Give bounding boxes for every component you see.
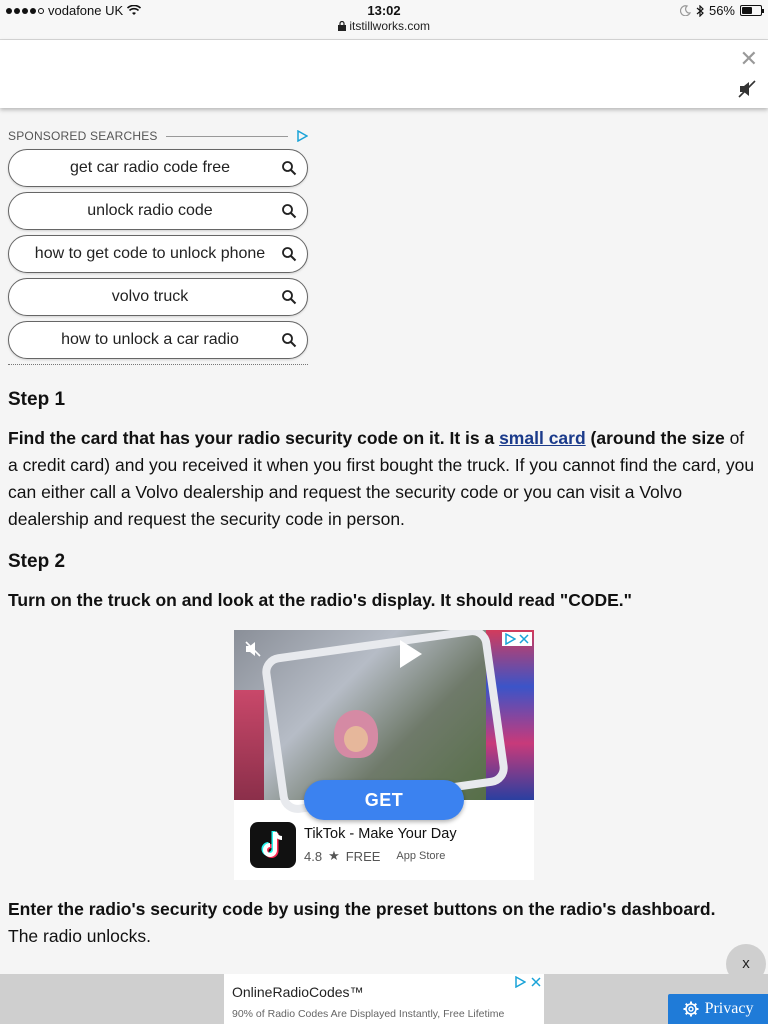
- adchoices-icon[interactable]: [514, 976, 526, 988]
- close-icon[interactable]: [518, 633, 530, 645]
- sponsored-search-item[interactable]: [8, 321, 308, 359]
- get-button[interactable]: GET: [304, 780, 464, 820]
- app-rating: 4.8: [304, 848, 323, 864]
- url-bar[interactable]: [0, 19, 768, 33]
- search-icon: [281, 289, 297, 305]
- search-icon: [281, 203, 297, 219]
- clock: 13:02: [367, 3, 401, 18]
- video-ad[interactable]: [234, 630, 534, 880]
- sponsored-search-item[interactable]: [8, 278, 308, 316]
- adchoices-icon[interactable]: [296, 130, 308, 142]
- sponsored-search-item[interactable]: [8, 192, 308, 230]
- step-1-section: [8, 386, 756, 533]
- gear-icon: [683, 1001, 699, 1017]
- sponsored-header: [8, 128, 308, 144]
- app-price: FREE: [345, 848, 381, 864]
- divider: [166, 136, 288, 137]
- small-card-link[interactable]: small card: [499, 428, 586, 448]
- step-2-section: [8, 548, 756, 614]
- battery-icon: [740, 5, 762, 16]
- step-3-bold: Enter the radio's security code by using the preset buttons on the radio's dashboard.: [8, 899, 716, 919]
- status-center: [0, 3, 768, 33]
- ad-badge[interactable]: [502, 632, 532, 646]
- step-1-title: Step 1: [8, 389, 66, 410]
- app-meta: [304, 848, 445, 864]
- battery-level: [742, 7, 752, 14]
- sponsored-search-label: unlock radio code: [87, 202, 213, 219]
- bottom-ad-title[interactable]: OnlineRadioCodes™: [232, 984, 364, 1000]
- adchoices-icon[interactable]: [504, 633, 516, 645]
- sponsored-heading: SPONSORED SEARCHES: [8, 129, 158, 143]
- sponsored-search-item[interactable]: [8, 235, 308, 273]
- step-3-rest: The radio unlocks.: [8, 926, 151, 946]
- search-icon: [281, 332, 297, 348]
- search-icon: [281, 246, 297, 262]
- video-person-face: [344, 726, 368, 752]
- bottom-ad[interactable]: [224, 974, 544, 1024]
- close-icon[interactable]: ✕: [739, 46, 758, 71]
- app-store-label: App Store: [396, 850, 446, 862]
- sponsored-search-label: how to unlock a car radio: [61, 331, 239, 348]
- step-1-bold-a: Find the card that has your radio security code on it. It is a: [8, 428, 500, 448]
- ad-badge[interactable]: [514, 976, 542, 988]
- step-2-title: Step 2: [8, 551, 66, 572]
- status-bar: [0, 0, 768, 40]
- privacy-label: Privacy: [704, 1000, 754, 1017]
- top-ad-banner[interactable]: [0, 40, 768, 108]
- app-name[interactable]: TikTok - Make Your Day: [304, 826, 457, 842]
- sponsored-searches: [8, 128, 308, 365]
- step-1-text: [8, 425, 756, 533]
- step-1-rest: of a credit card) and you received it when you first bought the truck. If you cannot find the card, you can either call a Volvo dealership and request the security code or you can visit a Volvo dealership and request the security code in person.: [8, 428, 755, 529]
- mute-icon[interactable]: [738, 80, 756, 98]
- carrier-name: vodafone UK: [48, 3, 124, 18]
- url-text: itstillworks.com: [349, 19, 430, 33]
- step-2-text: Turn on the truck on and look at the radio's display. It should read "CODE.": [8, 590, 632, 610]
- privacy-button[interactable]: [668, 994, 768, 1024]
- step-1-bold-b: (around the size: [585, 428, 725, 448]
- moon-icon: [680, 5, 691, 16]
- battery-percent: 56%: [708, 3, 735, 18]
- tiktok-logo-icon: [250, 822, 296, 868]
- video-backdrop: [234, 690, 264, 800]
- bottom-ad-close-button[interactable]: x: [726, 944, 766, 984]
- lock-icon: [338, 21, 346, 31]
- step-3-text: [8, 896, 756, 950]
- status-right: [680, 3, 762, 18]
- sponsored-search-label: how to get code to unlock phone: [34, 245, 266, 262]
- mute-icon[interactable]: [244, 640, 262, 658]
- step-3-section: [8, 896, 756, 950]
- sponsored-search-label: volvo truck: [111, 288, 189, 305]
- ad-video[interactable]: [234, 630, 534, 800]
- tiktok-app-icon[interactable]: [250, 822, 296, 868]
- sponsored-search-item[interactable]: [8, 149, 308, 187]
- divider: [8, 364, 308, 365]
- close-icon[interactable]: [530, 976, 542, 988]
- star-icon: ★: [328, 848, 340, 863]
- bluetooth-icon: [696, 5, 704, 17]
- bottom-ad-subtitle: 90% of Radio Codes Are Displayed Instantly, Free Lifetime: [232, 1008, 505, 1020]
- search-icon: [281, 160, 297, 176]
- sponsored-search-label: get car radio code free: [69, 159, 231, 176]
- play-icon[interactable]: [400, 640, 422, 668]
